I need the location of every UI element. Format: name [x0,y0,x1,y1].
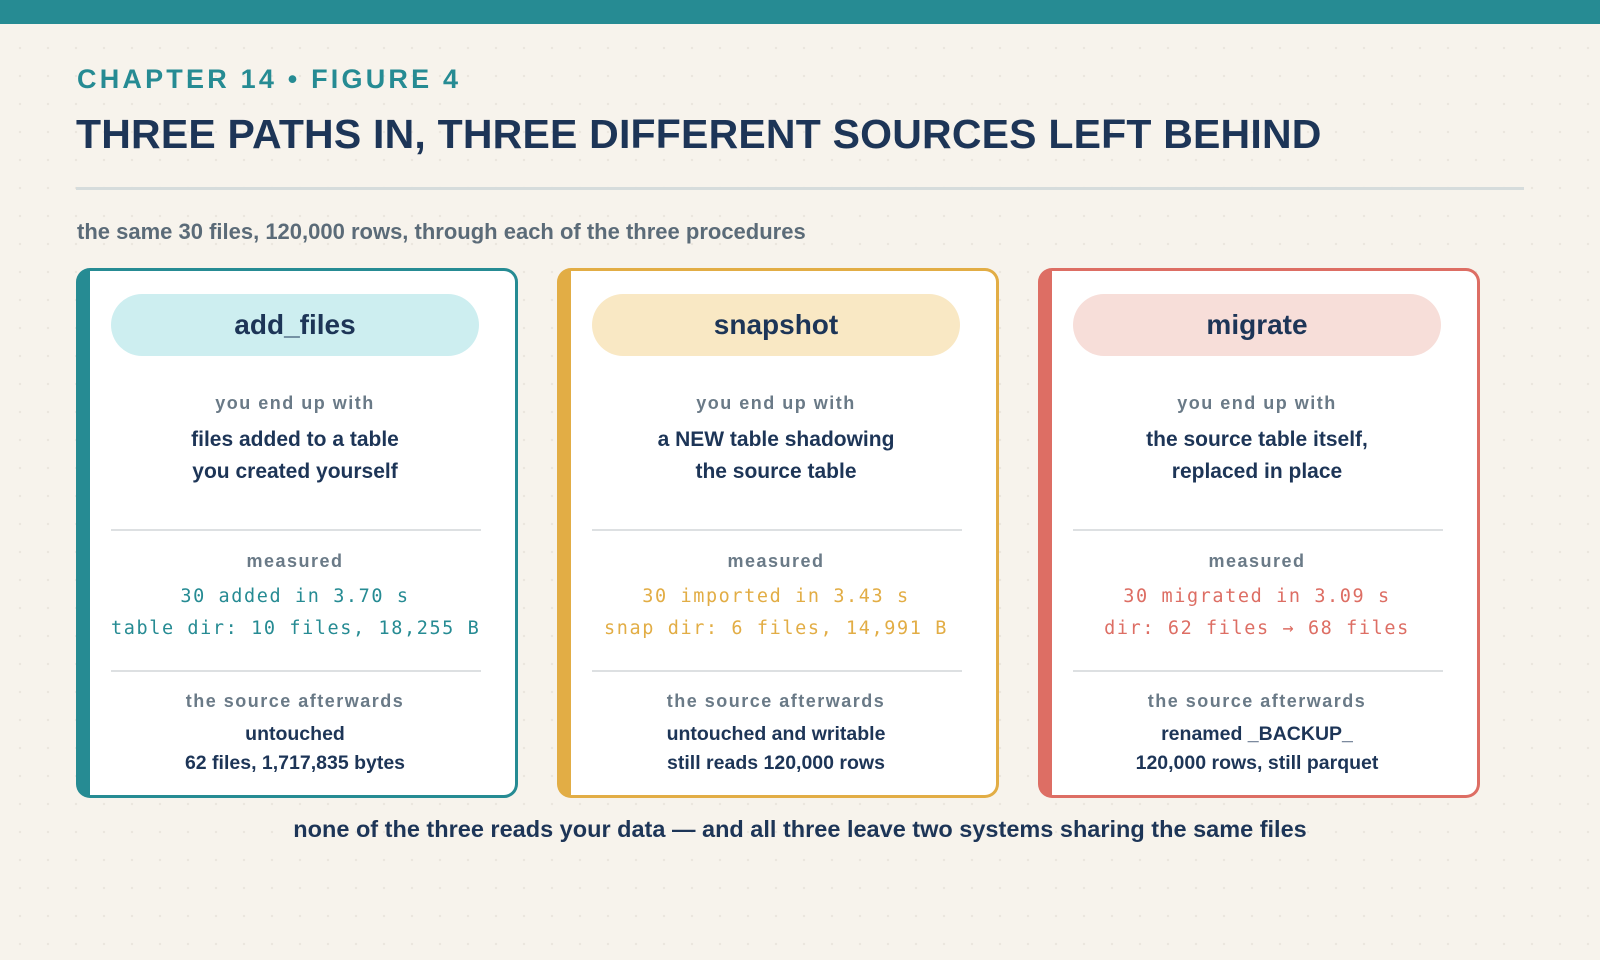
end-up-label: you end up with [215,393,375,413]
source-afterwards-line: untouched [245,723,345,745]
section-divider [1073,670,1443,672]
source-afterwards-line: renamed _BACKUP_ [1161,723,1353,745]
measured-line: snap dir: 6 files, 14,991 B [604,618,948,639]
section-divider [1073,529,1443,531]
measured-section [1073,550,1441,645]
end-up-label: you end up with [696,393,856,413]
end-up-line: the source table itself, [1146,428,1368,451]
measured-line: dir: 62 files → 68 files [1104,618,1410,639]
title-divider [76,187,1524,190]
figure-title: THREE PATHS IN, THREE DIFFERENT SOURCES LEFT BEHIND [76,111,1322,157]
source-afterwards-label: the source afterwards [1147,691,1367,711]
card-migrate [1038,268,1480,798]
measured-line: table dir: 10 files, 18,255 B [111,618,481,639]
card-title-pill: migrate [1073,294,1441,356]
end-up-section [592,392,960,488]
top-accent-bar [0,0,1600,24]
figure-subtitle: the same 30 files, 120,000 rows, through each of the three procedures [77,219,806,244]
end-up-line: you created yourself [192,460,398,483]
measured-label: measured [727,551,825,571]
source-afterwards-section [1073,690,1441,778]
source-afterwards-section [592,690,960,778]
measured-label: measured [246,551,344,571]
end-up-line: files added to a table [191,428,399,451]
card-snapshot [557,268,999,798]
end-up-line: a NEW table shadowing [657,428,895,451]
measured-line: 30 added in 3.70 s [180,586,410,607]
end-up-line: the source table [695,460,857,483]
end-up-line: replaced in place [1171,460,1343,483]
end-up-section [1073,392,1441,488]
card-title-pill: add_files [111,294,479,356]
source-afterwards-label: the source afterwards [185,691,405,711]
footer-caption: none of the three reads your data — and all three leave two systems sharing the same files [293,816,1307,842]
source-afterwards-label: the source afterwards [666,691,886,711]
section-divider [592,529,962,531]
source-afterwards-section [111,690,479,778]
measured-line: 30 migrated in 3.09 s [1123,586,1391,607]
source-afterwards-line: still reads 120,000 rows [667,752,885,774]
source-afterwards-line: 62 files, 1,717,835 bytes [184,752,406,774]
source-afterwards-line: untouched and writable [666,723,886,745]
section-divider [592,670,962,672]
measured-label: measured [1208,551,1306,571]
measured-section [592,550,960,645]
chapter-eyebrow: CHAPTER 14 • FIGURE 4 [77,64,462,94]
source-afterwards-line: 120,000 rows, still parquet [1135,752,1379,774]
card-add-files [76,268,518,798]
measured-section [111,550,479,645]
card-title-pill: snapshot [592,294,960,356]
measured-line: 30 imported in 3.43 s [642,586,910,607]
section-divider [111,670,481,672]
end-up-label: you end up with [1177,393,1337,413]
section-divider [111,529,481,531]
end-up-section [111,392,479,488]
